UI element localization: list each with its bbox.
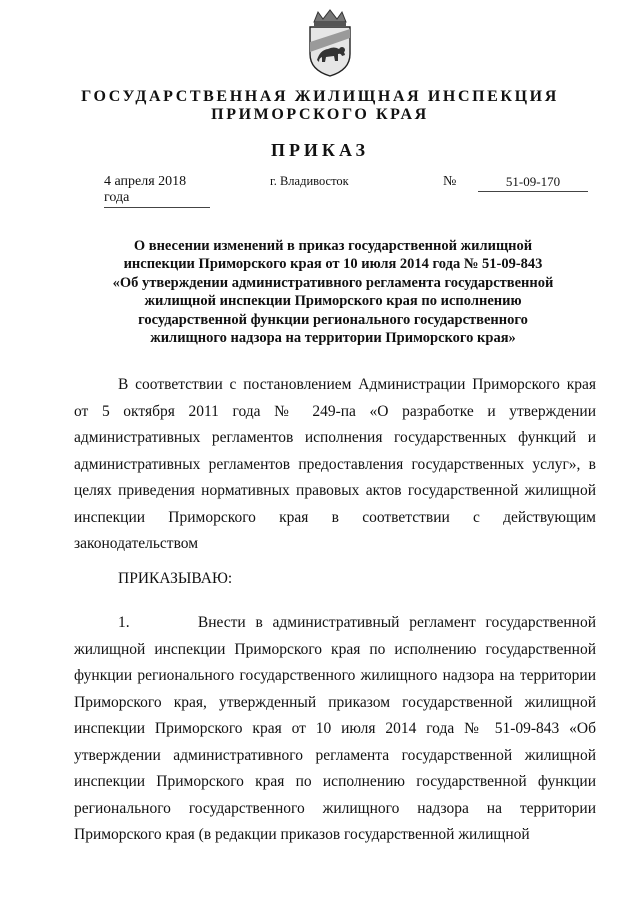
item-number: 1. xyxy=(118,614,130,631)
item-text: Внести в административный регламент государственной жилищной инспекции Приморского края по исполнению государственной функции регионального государственного жилищного надзора на территории Приморского края, утвержденный приказом государственной жилищной инспекции Приморского края от 10 июля 2014 года № 51-09-843 «Об утверждении административного регламента государственной жилищной инспекции Приморского края по исполнению государственной функции регионального государственного жилищного надзора на территории Приморского края (в редакции приказов государственной жилищной xyxy=(74,614,596,843)
coat-of-arms-tiger-icon xyxy=(304,8,356,78)
order-subject xyxy=(98,237,568,347)
order-number-sign: № xyxy=(443,174,457,189)
order-city: г. Владивосток xyxy=(270,174,349,188)
subject-line: инспекции Приморского края от 10 июля 2014 года № 51-09-843 xyxy=(123,256,543,273)
subject-line: государственной функции регионального государственного xyxy=(138,311,528,328)
subject-line: жилищной инспекции Приморского края по исполнению xyxy=(144,293,522,310)
subject-line: жилищного надзора на территории Приморского края» xyxy=(150,330,516,347)
organization-name-line2: ПРИМОРСКОГО КРАЯ xyxy=(211,106,429,123)
order-date: 4 апреля 2018 года xyxy=(104,174,210,208)
preamble-paragraph: В соответствии с постановлением Администрации Приморского края от 5 октября 2011 года № 249-па «О разработке и утверждении административных регламентов исполнения государственных функций и административных регламентов предоставления государственных услуг», в целях приведения нормативных правовых актов государственной жилищной инспекции Приморского края в соответствии с действующим законодательством xyxy=(74,376,596,552)
organization-name-line1: ГОСУДАРСТВЕННАЯ ЖИЛИЩНАЯ ИНСПЕКЦИЯ xyxy=(81,88,559,105)
order-number: 51-09-170 xyxy=(478,174,588,192)
order-word: ПРИКАЗЫВАЮ: xyxy=(118,570,233,587)
order-item-1 xyxy=(74,610,596,849)
document-type: ПРИКАЗ xyxy=(270,140,370,160)
subject-line: «Об утверждении административного регламента государственной xyxy=(112,274,554,291)
subject-line: О внесении изменений в приказ государственной жилищной xyxy=(133,238,533,254)
